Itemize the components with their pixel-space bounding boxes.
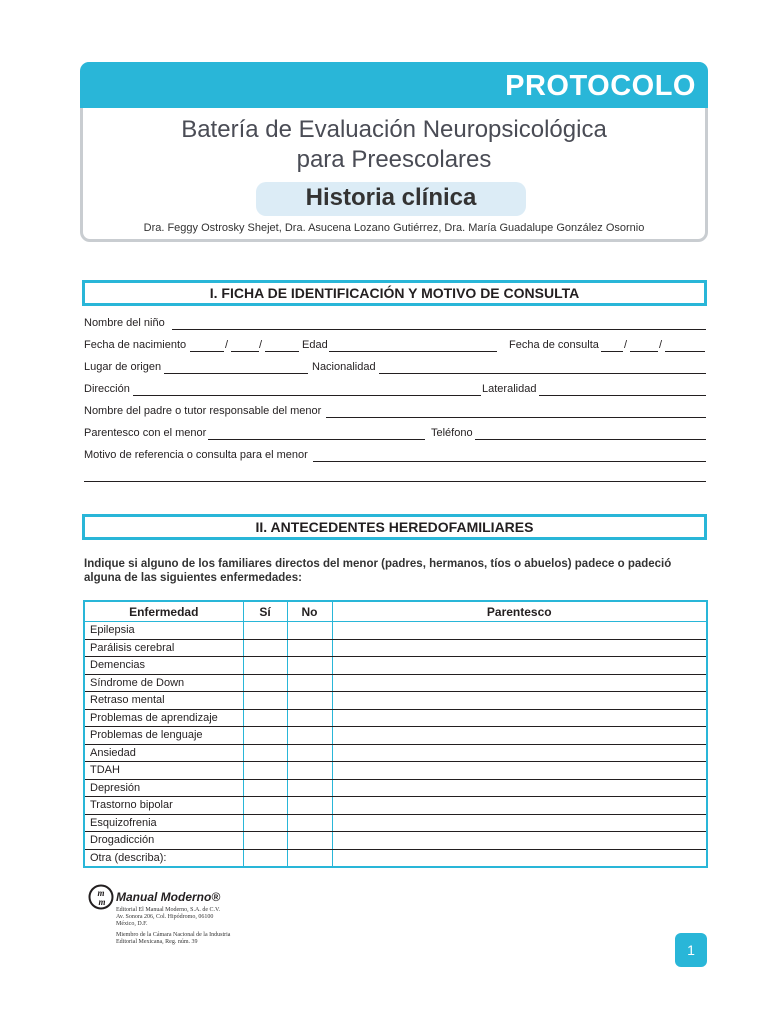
label-padre-tutor: Nombre del padre o tutor responsable del menor	[84, 405, 322, 417]
section-1-title: I. FICHA DE IDENTIFICACIÓN Y MOTIVO DE CONSULTA	[82, 280, 707, 306]
publisher-address	[116, 907, 220, 928]
member-line: Miembro de la Cámara Nacional de la Industria	[116, 932, 231, 938]
cell-si[interactable]	[243, 657, 287, 675]
field-fecha-nac-mes[interactable]	[231, 351, 259, 352]
cell-parentesco[interactable]	[332, 849, 707, 867]
field-telefono[interactable]	[475, 439, 706, 440]
cell-si[interactable]	[243, 709, 287, 727]
table-row	[84, 849, 707, 867]
cell-si[interactable]	[243, 692, 287, 710]
disease-name: Demencias	[84, 657, 243, 675]
table-row	[84, 797, 707, 815]
date-separator: /	[659, 339, 663, 351]
date-separator: /	[225, 339, 229, 351]
field-motivo[interactable]	[313, 461, 706, 462]
cell-parentesco[interactable]	[332, 709, 707, 727]
disease-name: Problemas de aprendizaje	[84, 709, 243, 727]
cell-si[interactable]	[243, 762, 287, 780]
cell-no[interactable]	[287, 744, 332, 762]
disease-name: Ansiedad	[84, 744, 243, 762]
field-consulta-dia[interactable]	[601, 351, 623, 352]
table-row	[84, 674, 707, 692]
page-number: 1	[675, 933, 707, 967]
cell-parentesco[interactable]	[332, 832, 707, 850]
publisher-line: Editorial El Manual Moderno, S.A. de C.V.	[116, 907, 221, 913]
cell-no[interactable]	[287, 814, 332, 832]
cell-no[interactable]	[287, 832, 332, 850]
cell-no[interactable]	[287, 797, 332, 815]
label-direccion: Dirección	[84, 383, 130, 395]
date-separator: /	[259, 339, 263, 351]
label-lateralidad: Lateralidad	[482, 383, 537, 395]
table-row	[84, 709, 707, 727]
cell-parentesco[interactable]	[332, 779, 707, 797]
cell-no[interactable]	[287, 674, 332, 692]
disease-table	[83, 600, 708, 868]
table-row	[84, 779, 707, 797]
cell-parentesco[interactable]	[332, 797, 707, 815]
field-motivo-line-2[interactable]	[84, 481, 706, 482]
title-line-1: Batería de Evaluación Neuropsicológica	[181, 116, 607, 143]
cell-si[interactable]	[243, 779, 287, 797]
cell-no[interactable]	[287, 727, 332, 745]
instructions: Indique si alguno de los familiares directos del menor (padres, hermanos, tíos o abuelos) padece o padeció alguna de las siguientes enfermedades:	[84, 558, 672, 584]
publisher-line: México, D.F.	[116, 921, 148, 927]
col-si: Sí	[243, 601, 287, 622]
field-nacionalidad[interactable]	[379, 373, 706, 374]
cell-parentesco[interactable]	[332, 622, 707, 640]
field-fecha-nac-dia[interactable]	[190, 351, 224, 352]
cell-parentesco[interactable]	[332, 814, 707, 832]
cell-no[interactable]	[287, 779, 332, 797]
disease-name: Síndrome de Down	[84, 674, 243, 692]
label-edad: Edad	[302, 339, 328, 351]
disease-name: Trastorno bipolar	[84, 797, 243, 815]
label-motivo: Motivo de referencia o consulta para el menor	[84, 449, 308, 461]
field-consulta-anio[interactable]	[665, 351, 705, 352]
subtitle: Historia clínica	[305, 184, 477, 211]
cell-parentesco[interactable]	[332, 727, 707, 745]
cell-parentesco[interactable]	[332, 762, 707, 780]
cell-no[interactable]	[287, 657, 332, 675]
field-direccion[interactable]	[133, 395, 481, 396]
label-lugar-origen: Lugar de origen	[84, 361, 162, 373]
cell-si[interactable]	[243, 674, 287, 692]
field-lugar-origen[interactable]	[164, 373, 308, 374]
field-consulta-mes[interactable]	[630, 351, 658, 352]
cell-si[interactable]	[243, 744, 287, 762]
protocol-badge: PROTOCOLO	[505, 70, 696, 102]
cell-parentesco[interactable]	[332, 674, 707, 692]
cell-no[interactable]	[287, 709, 332, 727]
cell-si[interactable]	[243, 727, 287, 745]
col-parentesco: Parentesco	[332, 601, 707, 622]
label-fecha-consulta: Fecha de consulta	[509, 339, 599, 351]
table-header-row	[84, 601, 707, 622]
cell-no[interactable]	[287, 849, 332, 867]
title-line-2: para Preescolares	[296, 146, 492, 173]
label-nacionalidad: Nacionalidad	[312, 361, 376, 373]
disease-name: Otra (describa):	[84, 849, 243, 867]
disease-name: Epilepsia	[84, 622, 243, 640]
disease-name: Problemas de lenguaje	[84, 727, 243, 745]
disease-name: Depresión	[84, 779, 243, 797]
field-fecha-nac-anio[interactable]	[265, 351, 299, 352]
publisher-brand: Manual Moderno®	[116, 890, 221, 904]
cell-no[interactable]	[287, 692, 332, 710]
disease-name: Parálisis cerebral	[84, 639, 243, 657]
cell-parentesco[interactable]	[332, 657, 707, 675]
label-nombre: Nombre del niño	[84, 317, 165, 329]
cell-si[interactable]	[243, 797, 287, 815]
table-row	[84, 832, 707, 850]
section-2-title: II. ANTECEDENTES HEREDOFAMILIARES	[82, 514, 707, 540]
table-body	[84, 622, 707, 868]
table-row	[84, 692, 707, 710]
field-lateralidad[interactable]	[539, 395, 706, 396]
cell-si[interactable]	[243, 622, 287, 640]
label-fecha-nacimiento: Fecha de nacimiento	[84, 339, 187, 351]
table-row	[84, 727, 707, 745]
member-line: Editorial Mexicana, Reg. núm. 39	[116, 939, 198, 945]
field-edad[interactable]	[329, 351, 497, 352]
label-parentesco: Parentesco con el menor	[84, 427, 207, 439]
table-row	[84, 744, 707, 762]
publisher-line: Av. Sonora 206, Col. Hipódromo, 06100	[116, 914, 214, 920]
disease-name: Drogadicción	[84, 832, 243, 850]
table-row	[84, 657, 707, 675]
disease-name: Esquizofrenia	[84, 814, 243, 832]
table-row	[84, 622, 707, 640]
svg-text:m: m	[98, 897, 106, 907]
label-telefono: Teléfono	[431, 427, 473, 439]
cell-no[interactable]	[287, 622, 332, 640]
col-enfermedad: Enfermedad	[84, 601, 243, 622]
cell-parentesco[interactable]	[332, 639, 707, 657]
cell-no[interactable]	[287, 639, 332, 657]
manual-moderno-logo-icon	[88, 884, 114, 910]
field-parentesco[interactable]	[208, 439, 425, 440]
col-no: No	[287, 601, 332, 622]
field-padre-tutor[interactable]	[326, 417, 706, 418]
table-row	[84, 639, 707, 657]
disease-name: Retraso mental	[84, 692, 243, 710]
cell-parentesco[interactable]	[332, 692, 707, 710]
svg-text:m: m	[97, 888, 105, 898]
disease-name: TDAH	[84, 762, 243, 780]
cell-no[interactable]	[287, 762, 332, 780]
cell-si[interactable]	[243, 814, 287, 832]
cell-si[interactable]	[243, 832, 287, 850]
publisher-membership	[116, 932, 230, 946]
cell-si[interactable]	[243, 639, 287, 657]
table-row	[84, 814, 707, 832]
cell-parentesco[interactable]	[332, 744, 707, 762]
date-separator: /	[624, 339, 628, 351]
table-row	[84, 762, 707, 780]
cell-si[interactable]	[243, 849, 287, 867]
authors: Dra. Feggy Ostrosky Shejet, Dra. Asucena Lozano Gutiérrez, Dra. María Guadalupe González Osornio	[143, 222, 645, 234]
field-nombre[interactable]	[172, 329, 706, 330]
